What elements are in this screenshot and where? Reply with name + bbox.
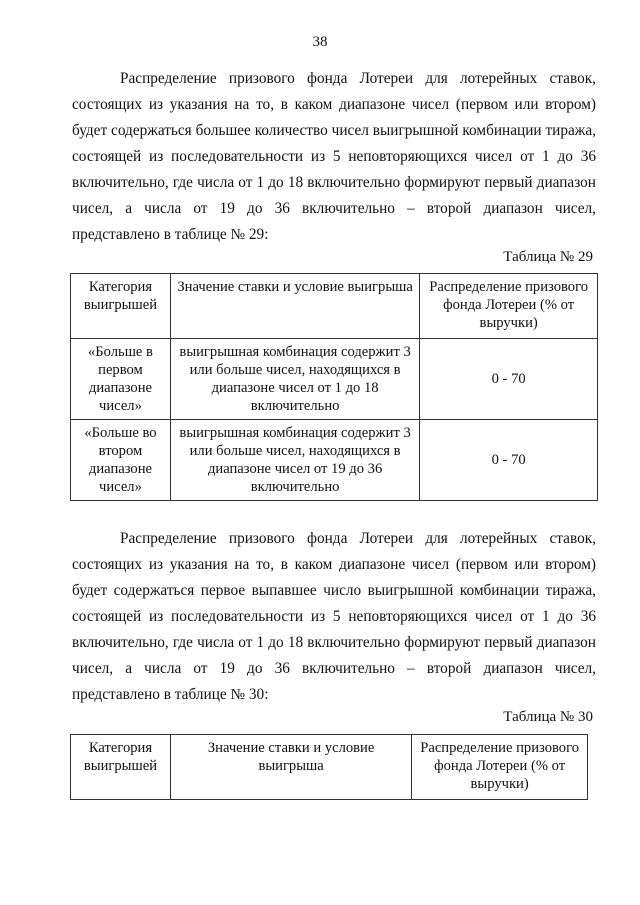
table-header-row [71, 274, 598, 339]
page-number: 38 [312, 34, 328, 50]
header-distribution: Распределение призового фонда Лотереи (% от выручки) [420, 274, 598, 339]
table30-caption: Таблица № 30 [503, 709, 593, 725]
cell-category: «Больше в первом диапазоне чисел» [71, 339, 171, 420]
cell-condition: выигрышная комбинация содержит 3 или больше чисел, находящихся в диапазоне чисел от 19 до 36 включительно [170, 420, 419, 501]
header-condition: Значение ставки и условие выигрыша [170, 274, 419, 339]
cell-condition: выигрышная комбинация содержит 3 или больше чисел, находящихся в диапазоне чисел от 1 до 18 включительно [170, 339, 419, 420]
cell-distribution: 0 - 70 [420, 420, 598, 501]
table-29 [70, 273, 598, 501]
paragraph-table30-intro: Распределение призового фонда Лотереи для лотерейных ставок, состоящих из указания на то, в каком диапазоне чисел (первом или втором) будет содержаться первое выпавшее число выигрышной комбинации тиража, состоящей из последовательности из 5 неповторяющихся чисел от 1 до 36 включительно, где числа от 1 до 18 включительно формируют первый диапазон чисел, а числа от 19 до 36 включительно – второй диапазон чисел, представлено в таблице № 30: [72, 530, 596, 703]
header-condition: Значение ставки и условие выигрыша [170, 735, 411, 800]
table-30 [70, 734, 588, 800]
header-distribution: Распределение призового фонда Лотереи (% от выручки) [412, 735, 588, 800]
table-header-row [71, 735, 588, 800]
table29-caption: Таблица № 29 [503, 249, 593, 265]
paragraph-table29-intro: Распределение призового фонда Лотереи для лотерейных ставок, состоящих из указания на то, в каком диапазоне чисел (первом или втором) будет содержаться большее количество чисел выигрышной комбинации тиража, состоящей из последовательности из 5 неповторяющихся чисел от 1 до 36 включительно, где числа от 1 до 18 включительно формируют первый диапазон чисел, а числа от 19 до 36 включительно – второй диапазон чисел, представлено в таблице № 29: [72, 70, 596, 243]
table-row [71, 420, 598, 501]
header-category: Категория выигрышей [71, 735, 171, 800]
cell-category: «Больше во втором диапазоне чисел» [71, 420, 171, 501]
cell-distribution: 0 - 70 [420, 339, 598, 420]
table-row [71, 339, 598, 420]
header-category: Категория выигрышей [71, 274, 171, 339]
